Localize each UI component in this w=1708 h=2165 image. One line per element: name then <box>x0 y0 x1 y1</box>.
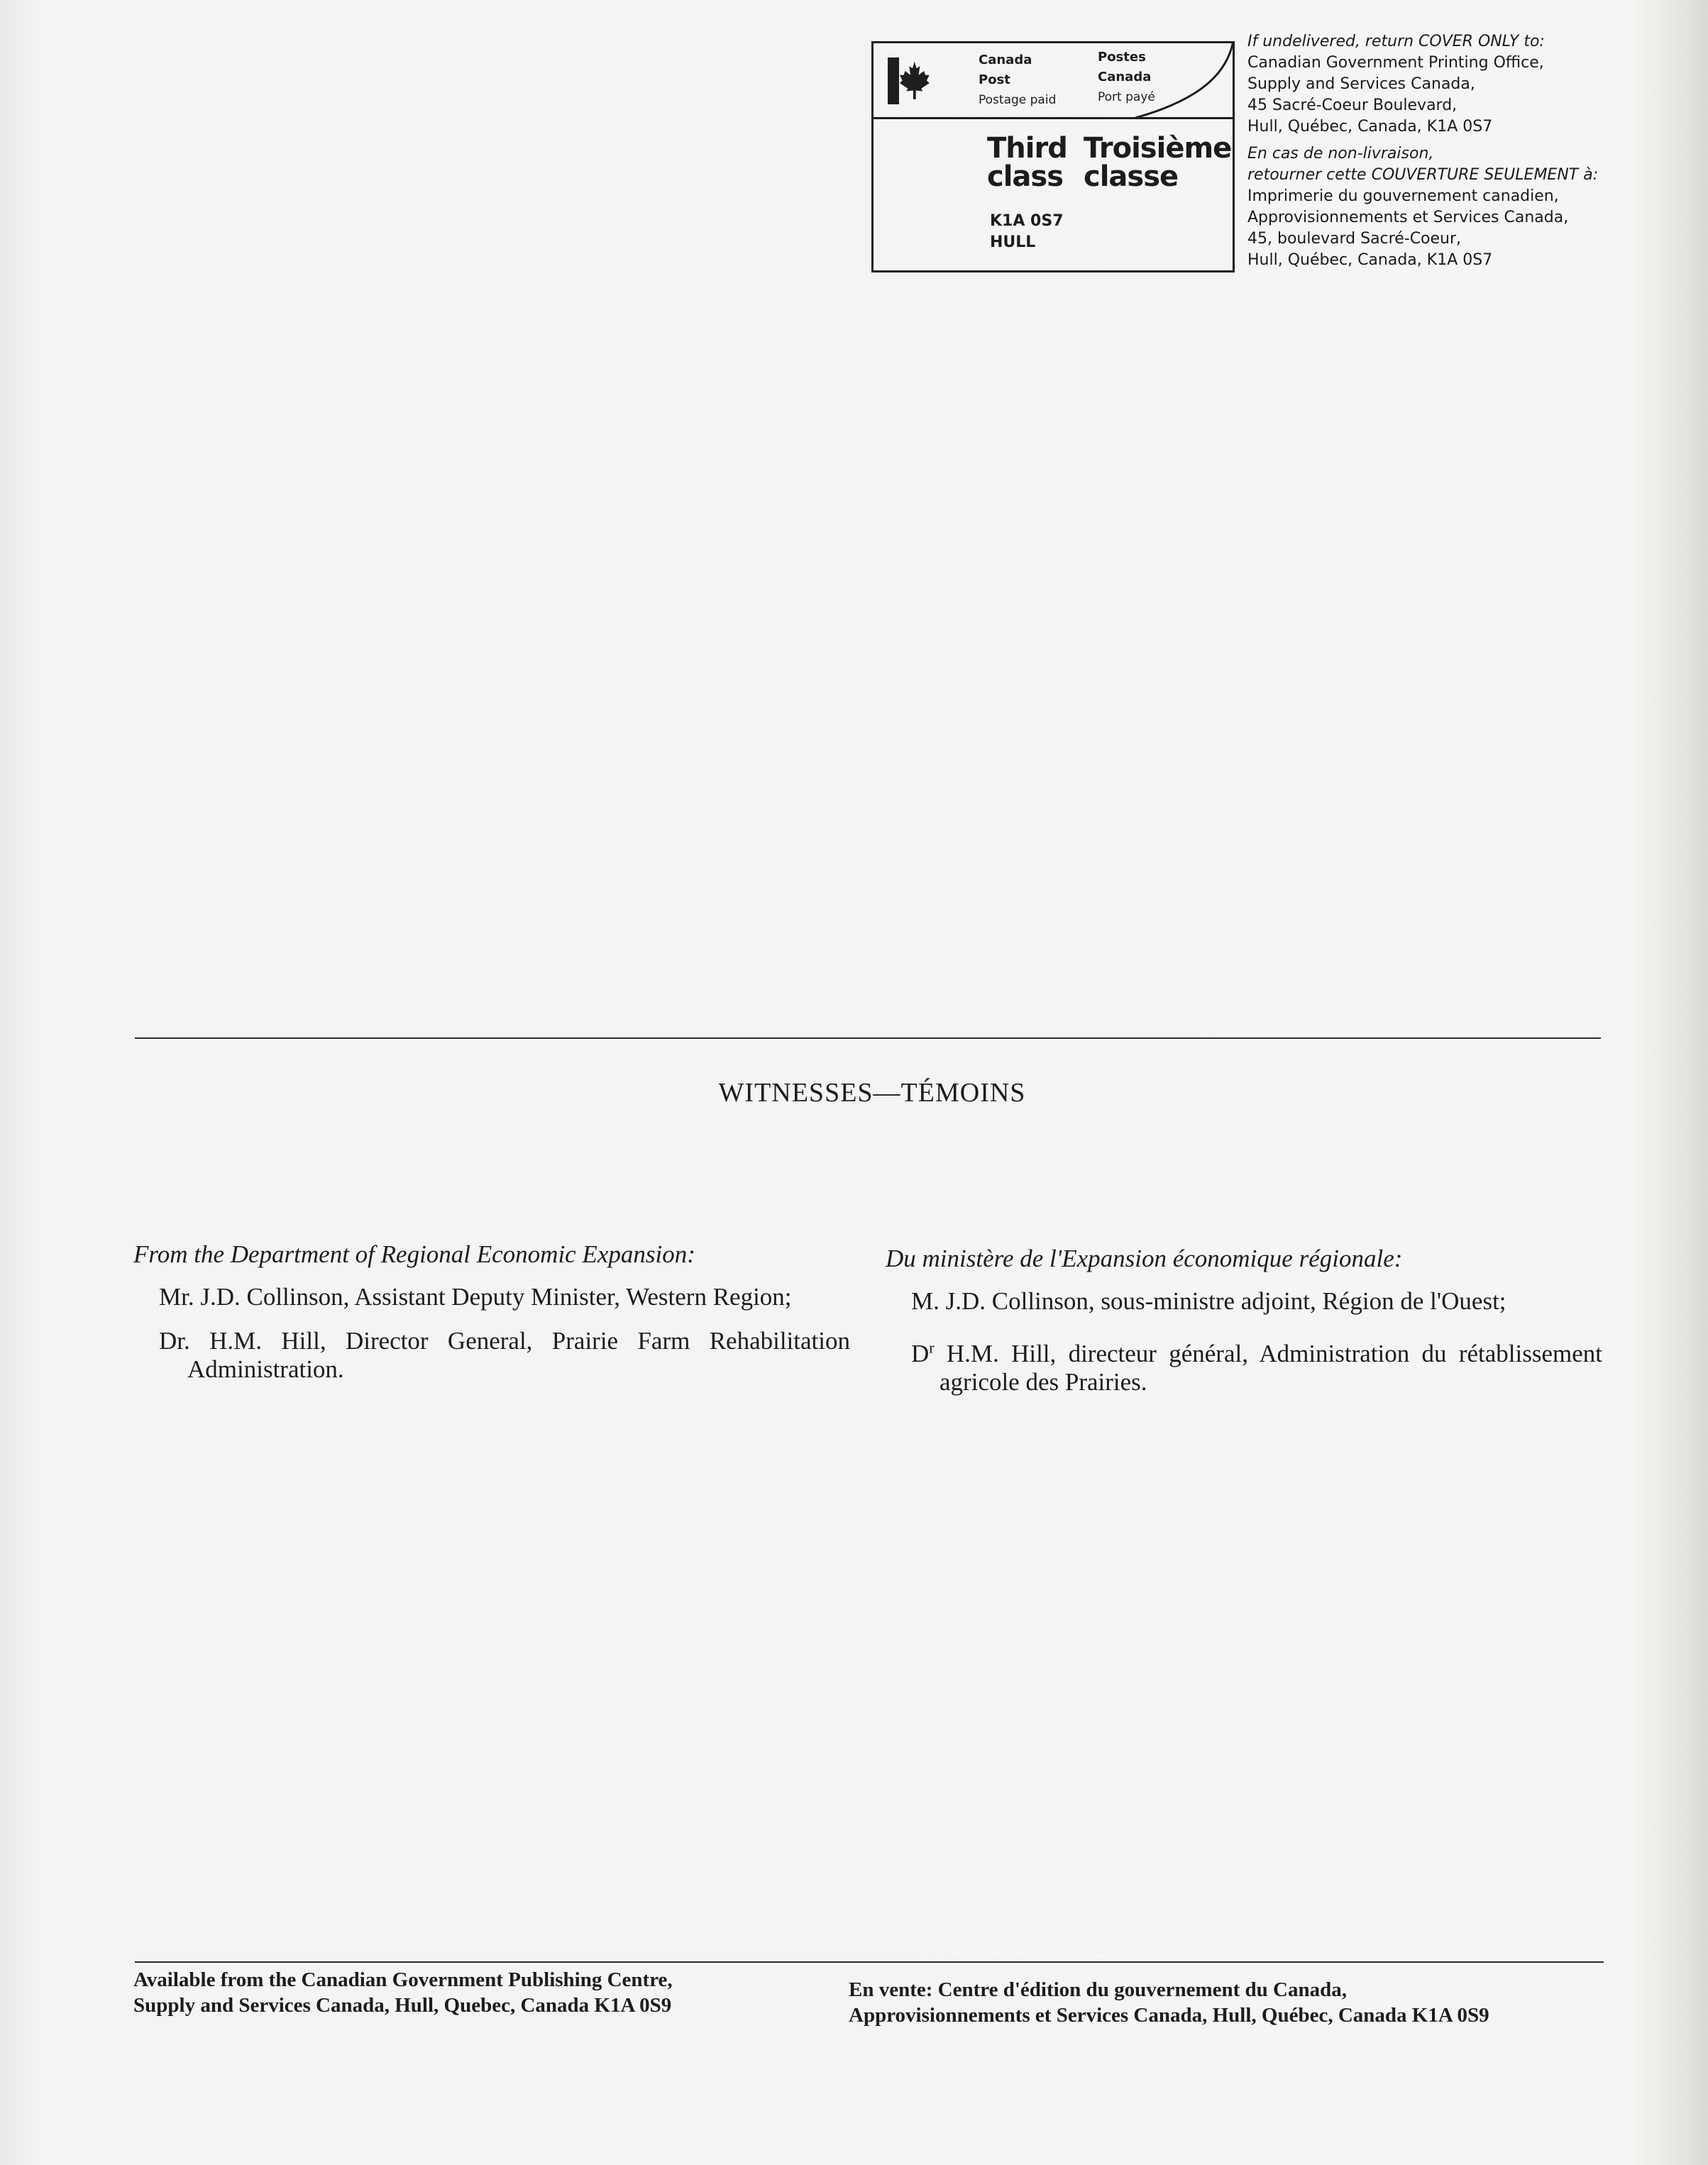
return-line-en-2: Supply and Services Canada, <box>1247 75 1475 93</box>
indicia-class-english <box>987 134 1067 191</box>
indicia-post-en: Post <box>979 72 1010 87</box>
footer-fr-line-1: En vente: Centre d'édition du gouvernement du Canada, <box>849 1978 1347 2001</box>
witness-entry-fr-2-prefix: D <box>911 1340 930 1367</box>
return-line-fr-1: Imprimerie du gouvernement canadien, <box>1247 187 1559 205</box>
witness-entry-fr-2-rest: H.M. Hill, directeur général, Administration du rétablissement agricole des Prairies. <box>934 1340 1602 1396</box>
return-line-en-1: Canadian Government Printing Office, <box>1247 54 1544 72</box>
witness-entry-fr-2 <box>886 1340 1602 1396</box>
indicia-english <box>979 50 1056 110</box>
maple-leaf-flag-icon <box>888 57 933 104</box>
witness-entry-fr-1: M. J.D. Collinson, sous-ministre adjoint, Région de l'Ouest; <box>911 1287 1506 1315</box>
indicia-postage-paid: Postage paid <box>979 93 1057 107</box>
witness-entry-fr-2-sup: r <box>929 1338 935 1357</box>
return-line-en-4: Hull, Québec, Canada, K1A 0S7 <box>1247 118 1493 136</box>
indicia-canada-en: Canada <box>979 53 1032 67</box>
indicia-third: Third <box>987 132 1067 165</box>
indicia-city: HULL <box>990 233 1036 251</box>
indicia-postal-code: K1A 0S7 <box>990 212 1064 230</box>
witnesses-title: WITNESSES—TÉMOINS <box>718 1078 1026 1108</box>
return-intro-fr-1: En cas de non-livraison, <box>1247 145 1434 162</box>
indicia-corner-curve <box>1135 41 1235 119</box>
footer-en-line-2: Supply and Services Canada, Hull, Quebec, Canada K1A 0S9 <box>133 1994 672 2017</box>
indicia-troisieme: Troisième <box>1084 132 1232 165</box>
witnesses-dept-en: From the Department of Regional Economic Expansion: <box>133 1240 695 1268</box>
return-intro-fr-2: retourner cette COUVERTURE SEULEMENT à: <box>1247 166 1599 184</box>
indicia-canada-fr: Canada <box>1098 70 1152 84</box>
indicia-port-paye: Port payé <box>1098 90 1155 104</box>
footer-english <box>133 1967 843 2018</box>
indicia-header <box>874 43 1233 119</box>
return-address <box>1247 31 1702 271</box>
witnesses-dept-fr: Du ministère de l'Expansion économique régionale: <box>886 1245 1403 1272</box>
indicia-classe: classe <box>1084 160 1179 193</box>
return-line-fr-3: 45, boulevard Sacré-Coeur, <box>1247 230 1462 248</box>
return-line-en-3: 45 Sacré-Coeur Boulevard, <box>1247 97 1458 114</box>
indicia-class: class <box>987 160 1064 193</box>
indicia-postes-fr: Postes <box>1098 50 1146 65</box>
witness-entry-en-1: Mr. J.D. Collinson, Assistant Deputy Minister, Western Region; <box>159 1283 792 1311</box>
divider-top <box>135 1037 1601 1039</box>
witnesses-french <box>886 1245 1602 1412</box>
indicia-class-french <box>1084 134 1231 191</box>
footer-en-line-1: Available from the Canadian Government Publishing Centre, <box>133 1968 673 1991</box>
return-line-fr-4: Hull, Québec, Canada, K1A 0S7 <box>1247 251 1493 269</box>
footer-french <box>849 1977 1629 2028</box>
witnesses-english <box>133 1240 850 1399</box>
postage-indicia <box>871 41 1235 272</box>
divider-bottom <box>135 1961 1604 1963</box>
witness-entry-en-2: Dr. H.M. Hill, Director General, Prairie Farm Rehabilitation Administration. <box>159 1327 850 1383</box>
footer-fr-line-2: Approvisionnements et Services Canada, Hull, Québec, Canada K1A 0S9 <box>849 2004 1489 2027</box>
return-intro-en: If undelivered, return COVER ONLY to: <box>1247 33 1545 50</box>
return-line-fr-2: Approvisionnements et Services Canada, <box>1247 209 1569 226</box>
indicia-postal-info <box>990 211 1064 253</box>
